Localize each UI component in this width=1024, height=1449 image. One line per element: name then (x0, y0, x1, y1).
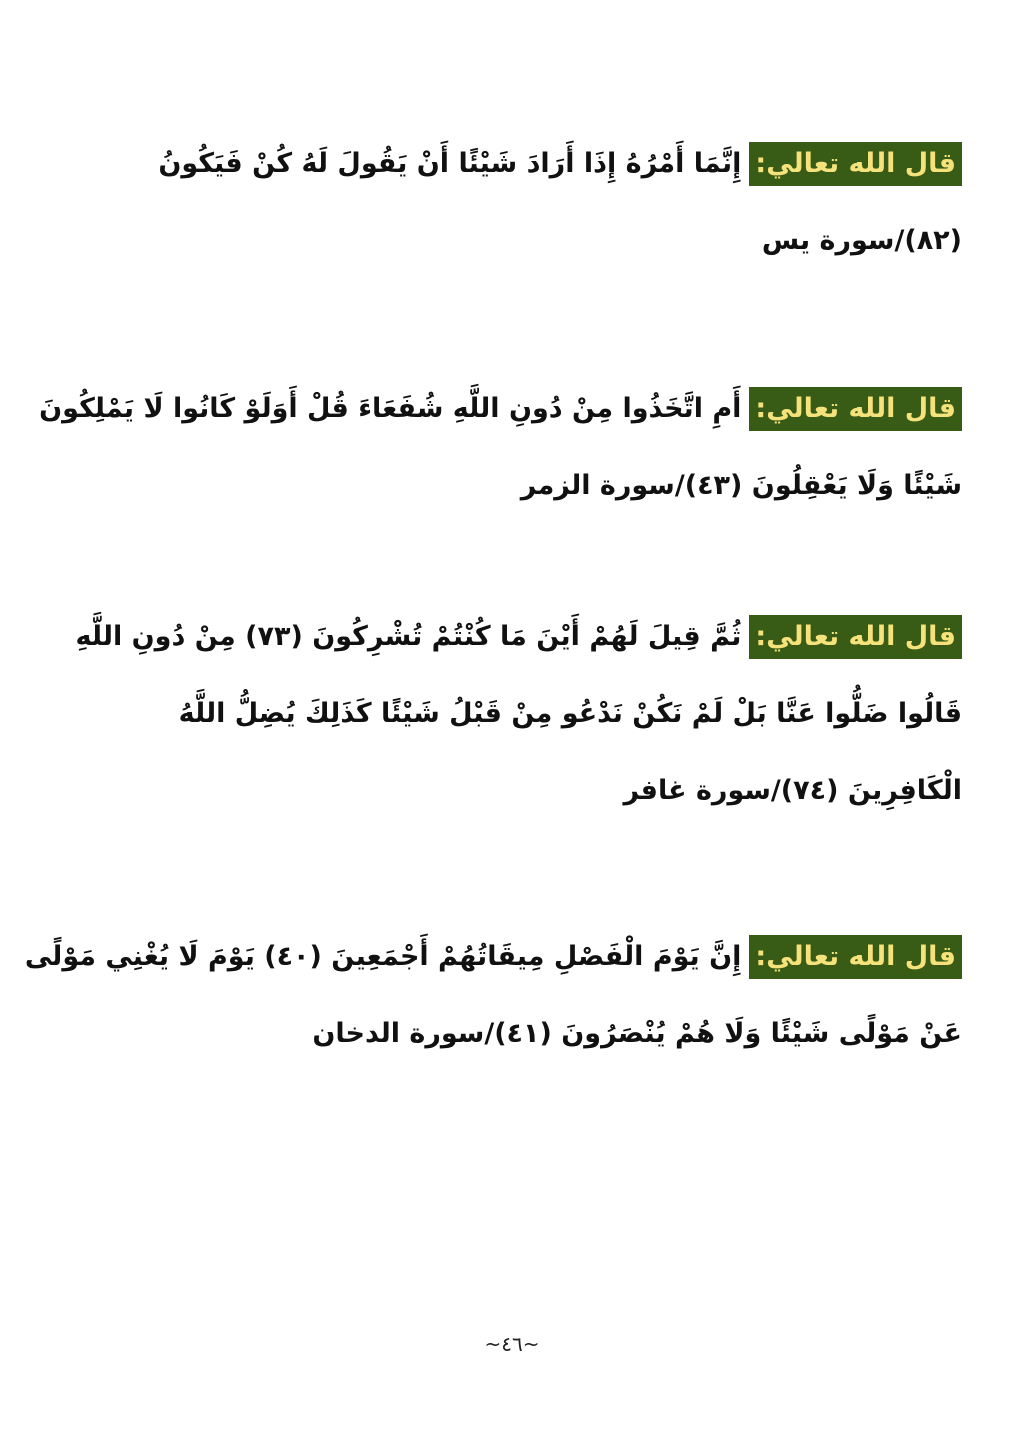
verse-text: ثُمَّ قِيلَ لَهُمْ أَيْنَ مَا كُنْتُمْ تُشْرِكُونَ (٧٣) مِنْ دُونِ اللَّهِ (75, 621, 742, 652)
verse-block-4 (24, 935, 962, 1056)
verse-line: (٨٢)/سورة يس (761, 225, 962, 256)
verse-line: قَالُوا ضَلُّوا عَنَّا بَلْ لَمْ نَكُنْ نَدْعُو مِنْ قَبْلُ شَيْئًا كَذَلِكَ يُضِلُّ اللَّهُ (178, 698, 962, 729)
verse-line (62, 615, 962, 659)
verse-label: قال الله تعالي: (749, 935, 962, 979)
verse-block-3 (62, 615, 962, 813)
verse-line (24, 935, 962, 979)
verse-label: قال الله تعالي: (749, 142, 962, 186)
verse-label: قال الله تعالي: (749, 387, 962, 431)
verse-line: عَنْ مَوْلًى شَيْئًا وَلَا هُمْ يُنْصَرُونَ (٤١)/سورة الدخان (312, 1018, 962, 1049)
verse-line (39, 387, 962, 431)
verse-line: الْكَافِرِينَ (٧٤)/سورة غافر (623, 775, 962, 806)
verse-text: أَمِ اتَّخَذُوا مِنْ دُونِ اللَّهِ شُفَعَاءَ قُلْ أَوَلَوْ كَانُوا لَا يَمْلِكُونَ (39, 393, 742, 424)
verse-block-2 (39, 387, 962, 508)
verse-label: قال الله تعالي: (749, 615, 962, 659)
verse-text: إِنَّمَا أَمْرُهُ إِذَا أَرَادَ شَيْئًا أَنْ يَقُولَ لَهُ كُنْ فَيَكُونُ (158, 148, 742, 179)
verse-line (62, 142, 962, 186)
verse-text: إِنَّ يَوْمَ الْفَصْلِ مِيقَاتُهُمْ أَجْمَعِينَ (٤٠) يَوْمَ لَا يُغْنِي مَوْلًى (24, 941, 742, 972)
verse-line: شَيْئًا وَلَا يَعْقِلُونَ (٤٣)/سورة الزمر (520, 470, 962, 501)
page-number: ~٤٦~ (484, 1332, 540, 1356)
verse-block-1 (62, 142, 962, 263)
